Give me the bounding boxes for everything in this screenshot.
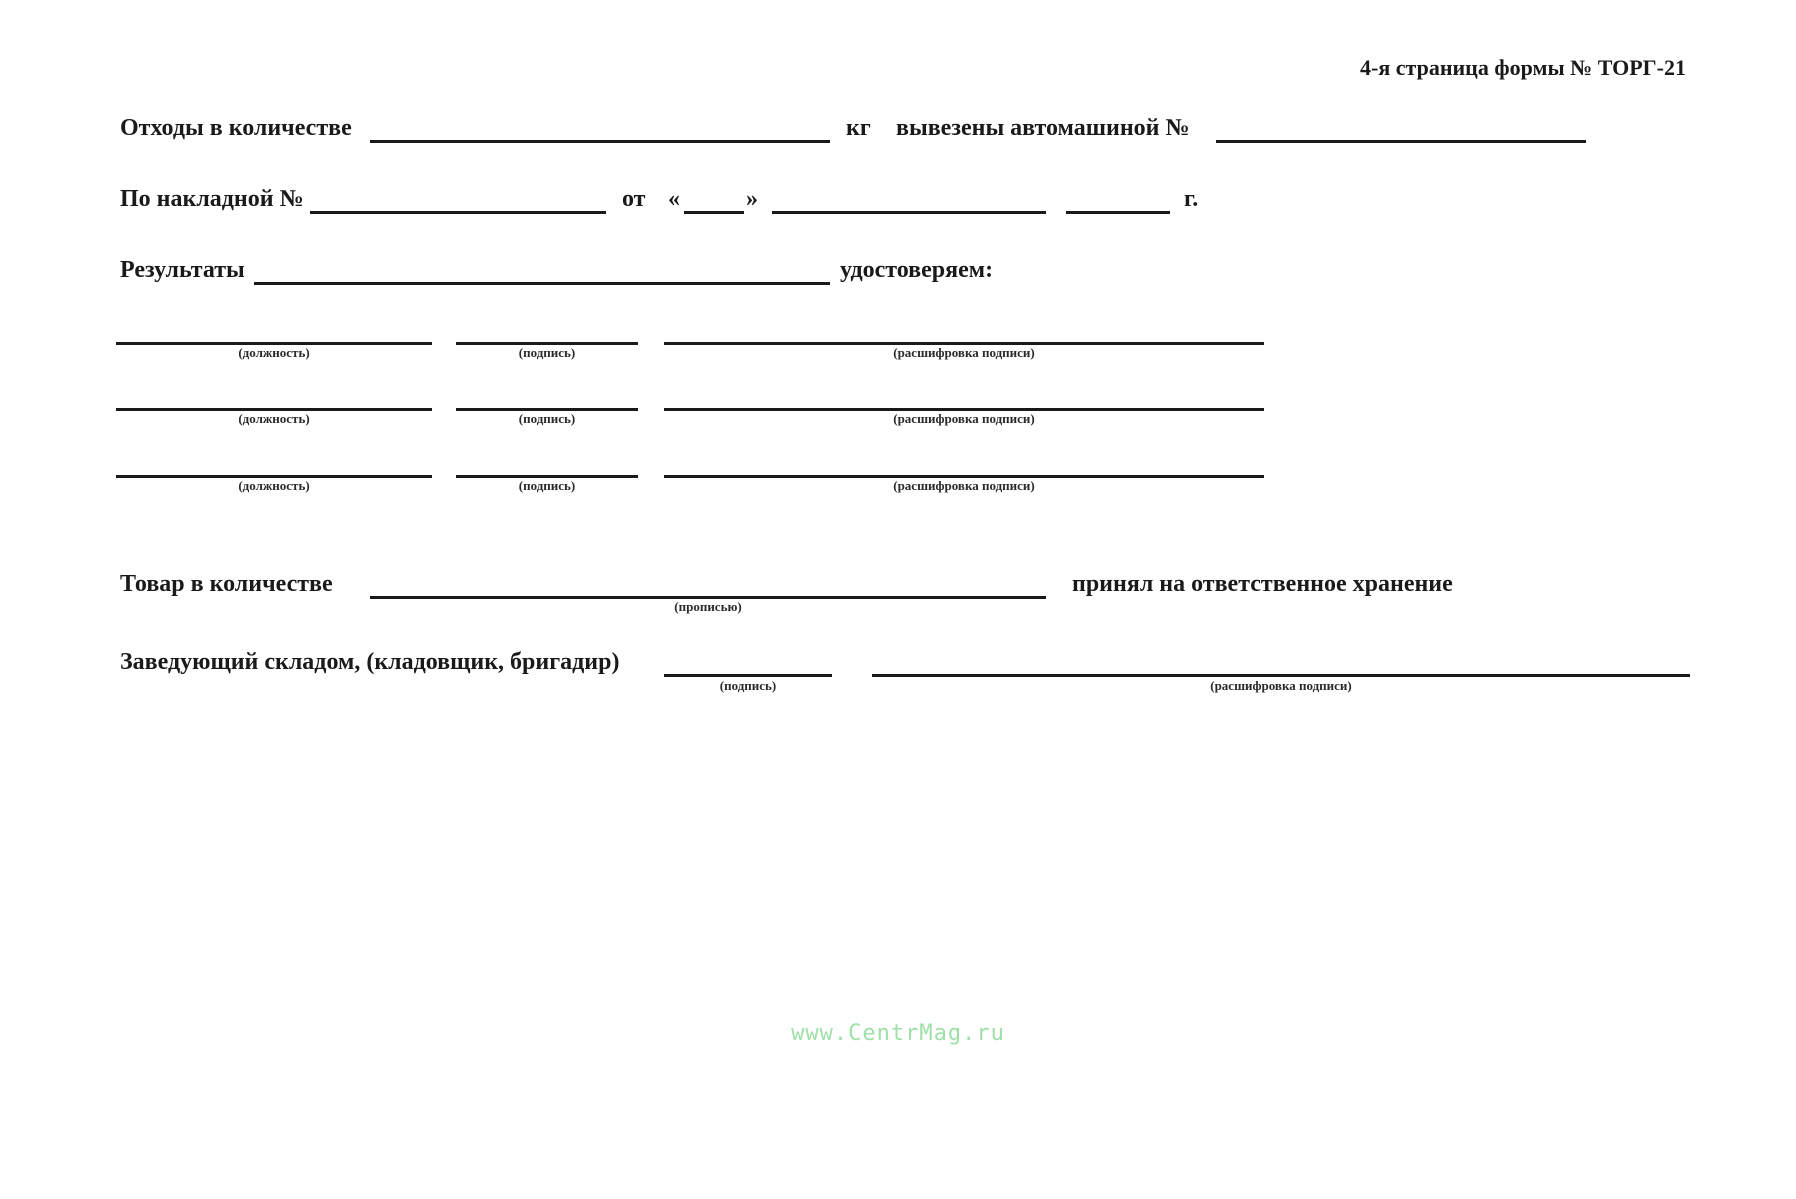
signature-3-position-caption: (должность) <box>238 478 310 493</box>
goods-caption: (прописью) <box>674 599 742 614</box>
form-header: 4-я страница формы № ТОРГ-21 <box>1360 55 1686 80</box>
signature-1-decryption-caption: (расшифровка подписи) <box>893 345 1035 360</box>
goods-label: Товар в количестве <box>120 571 333 597</box>
quote-open: « <box>668 186 680 212</box>
invoice-number-field[interactable] <box>310 211 606 214</box>
accepted-label: принял на ответственное хранение <box>1072 571 1453 597</box>
year-suffix: г. <box>1184 186 1199 212</box>
signature-1-signature-caption: (подпись) <box>518 345 576 360</box>
watermark-url: www.CentrMag.ru <box>791 1021 1005 1046</box>
signature-3-signature-caption: (подпись) <box>518 478 576 493</box>
waste-quantity-field[interactable] <box>370 140 830 143</box>
transport-label: вывезены автомашиной № <box>896 115 1190 141</box>
warehouse-decryption-field[interactable] <box>872 674 1690 677</box>
certify-label: удостоверяем: <box>840 257 994 283</box>
warehouse-signature-caption: (подпись) <box>719 678 777 693</box>
invoice-from-label: от <box>622 186 646 212</box>
invoice-day-field[interactable] <box>684 211 744 214</box>
waste-label: Отходы в количестве <box>120 115 352 141</box>
waste-unit: кг <box>846 115 871 141</box>
warehouse-signature-field[interactable] <box>664 674 832 677</box>
quote-close: » <box>746 186 758 212</box>
warehouse-label: Заведующий складом, (кладовщик, бригадир) <box>120 649 620 675</box>
signature-2-decryption-caption: (расшифровка подписи) <box>893 411 1035 426</box>
signature-3-decryption-caption: (расшифровка подписи) <box>893 478 1035 493</box>
invoice-label: По накладной № <box>120 186 304 212</box>
signature-1-position-caption: (должность) <box>238 345 310 360</box>
signature-2-position-caption: (должность) <box>238 411 310 426</box>
vehicle-number-field[interactable] <box>1216 140 1586 143</box>
results-field[interactable] <box>254 282 830 285</box>
signature-2-signature-caption: (подпись) <box>518 411 576 426</box>
invoice-year-field[interactable] <box>1066 211 1170 214</box>
invoice-month-field[interactable] <box>772 211 1046 214</box>
results-label: Результаты <box>120 257 245 283</box>
warehouse-decryption-caption: (расшифровка подписи) <box>1210 678 1352 693</box>
